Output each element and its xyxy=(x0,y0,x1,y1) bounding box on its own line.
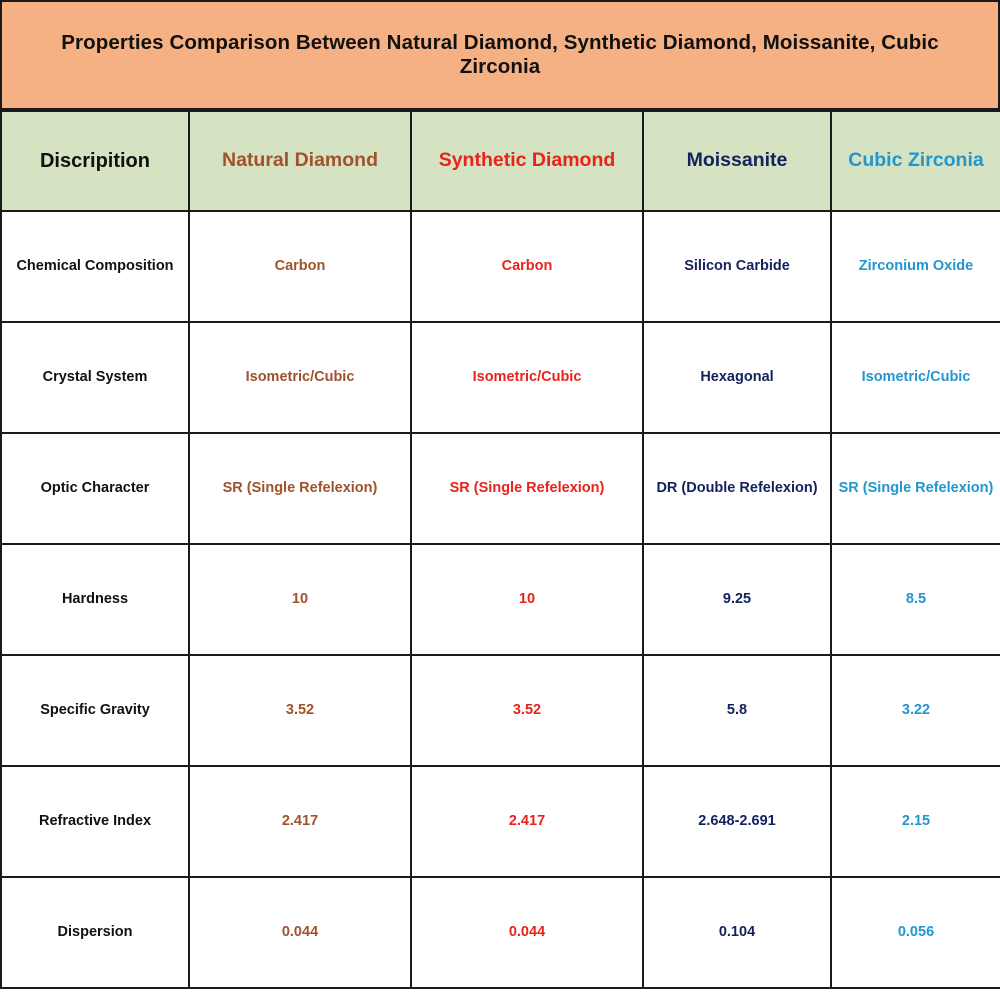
cell-natural-diamond xyxy=(189,322,411,433)
cell-synthetic-diamond xyxy=(411,211,643,322)
cell-text: Crystal System xyxy=(42,368,148,385)
column-header-label: Moissanite xyxy=(686,149,788,172)
cell-synthetic-diamond xyxy=(411,433,643,544)
row-property xyxy=(1,211,189,322)
cell-synthetic-diamond xyxy=(411,322,643,433)
title-banner xyxy=(0,0,1000,110)
cell-text: 2.417 xyxy=(508,812,546,829)
column-header-label: Cubic Zirconia xyxy=(848,149,984,172)
cell-text: SR (Single Refelexion) xyxy=(449,479,605,496)
cell-text: 0.044 xyxy=(508,923,546,940)
cell-synthetic-diamond xyxy=(411,655,643,766)
cell-text: 0.104 xyxy=(718,923,756,940)
page-title: Properties Comparison Between Natural Diamond, Synthetic Diamond, Moissanite, Cubic Zirconia xyxy=(61,31,939,78)
cell-cubic-zirconia xyxy=(831,655,1000,766)
cell-natural-diamond xyxy=(189,433,411,544)
row-property xyxy=(1,766,189,877)
cell-natural-diamond xyxy=(189,544,411,655)
cell-moissanite xyxy=(643,211,831,322)
cell-text: 2.417 xyxy=(281,812,319,829)
column-header-natural-diamond xyxy=(189,111,411,211)
cell-text: 5.8 xyxy=(726,701,748,718)
column-header-label: Synthetic Diamond xyxy=(438,149,616,172)
cell-text: 10 xyxy=(291,590,309,607)
table-header-row xyxy=(1,111,1000,211)
table-row xyxy=(1,433,1000,544)
cell-text: Optic Character xyxy=(40,479,150,496)
cell-text: Carbon xyxy=(501,257,553,274)
cell-cubic-zirconia xyxy=(831,322,1000,433)
row-property xyxy=(1,655,189,766)
column-header-moissanite xyxy=(643,111,831,211)
column-header-synthetic-diamond xyxy=(411,111,643,211)
cell-moissanite xyxy=(643,322,831,433)
cell-text: Isometric/Cubic xyxy=(472,368,582,385)
column-header-description xyxy=(1,111,189,211)
cell-text: Chemical Composition xyxy=(16,257,174,274)
cell-synthetic-diamond xyxy=(411,766,643,877)
cell-cubic-zirconia xyxy=(831,877,1000,988)
cell-moissanite xyxy=(643,544,831,655)
cell-text: Dispersion xyxy=(57,923,133,940)
cell-moissanite xyxy=(643,766,831,877)
cell-text: Hexagonal xyxy=(700,368,774,385)
row-property xyxy=(1,433,189,544)
cell-natural-diamond xyxy=(189,655,411,766)
cell-text: Hardness xyxy=(61,590,129,607)
cell-text: SR (Single Refelexion) xyxy=(838,479,994,496)
cell-text: Isometric/Cubic xyxy=(245,368,355,385)
cell-text: Specific Gravity xyxy=(40,701,150,718)
cell-cubic-zirconia xyxy=(831,544,1000,655)
cell-text: 9.25 xyxy=(722,590,752,607)
cell-text: Silicon Carbide xyxy=(684,257,790,274)
cell-text: 8.5 xyxy=(905,590,927,607)
cell-cubic-zirconia xyxy=(831,766,1000,877)
table-row xyxy=(1,322,1000,433)
cell-text: 0.056 xyxy=(897,923,935,940)
table-row xyxy=(1,766,1000,877)
cell-synthetic-diamond xyxy=(411,877,643,988)
row-property xyxy=(1,544,189,655)
column-header-label: Natural Diamond xyxy=(221,149,379,172)
cell-text: 3.52 xyxy=(285,701,315,718)
column-header-label: Discripition xyxy=(39,150,150,172)
cell-cubic-zirconia xyxy=(831,211,1000,322)
cell-text: Zirconium Oxide xyxy=(858,257,974,274)
table-row xyxy=(1,655,1000,766)
cell-synthetic-diamond xyxy=(411,544,643,655)
cell-text: 2.15 xyxy=(901,812,931,829)
table-row xyxy=(1,544,1000,655)
row-property xyxy=(1,877,189,988)
column-header-cubic-zirconia xyxy=(831,111,1000,211)
cell-text: DR (Double Refelexion) xyxy=(656,479,818,496)
cell-cubic-zirconia xyxy=(831,433,1000,544)
cell-text: 3.22 xyxy=(901,701,931,718)
cell-moissanite xyxy=(643,655,831,766)
cell-text: SR (Single Refelexion) xyxy=(222,479,378,496)
row-property xyxy=(1,322,189,433)
cell-natural-diamond xyxy=(189,766,411,877)
cell-text: Refractive Index xyxy=(38,812,152,829)
cell-text: 2.648-2.691 xyxy=(698,812,776,829)
cell-text: Isometric/Cubic xyxy=(861,368,971,385)
cell-moissanite xyxy=(643,433,831,544)
cell-text: Carbon xyxy=(274,257,326,274)
cell-text: 10 xyxy=(518,590,536,607)
table-row xyxy=(1,877,1000,988)
table-row xyxy=(1,211,1000,322)
cell-text: 3.52 xyxy=(512,701,542,718)
cell-natural-diamond xyxy=(189,211,411,322)
properties-comparison-table xyxy=(0,110,1000,989)
cell-natural-diamond xyxy=(189,877,411,988)
cell-moissanite xyxy=(643,877,831,988)
cell-text: 0.044 xyxy=(281,923,319,940)
